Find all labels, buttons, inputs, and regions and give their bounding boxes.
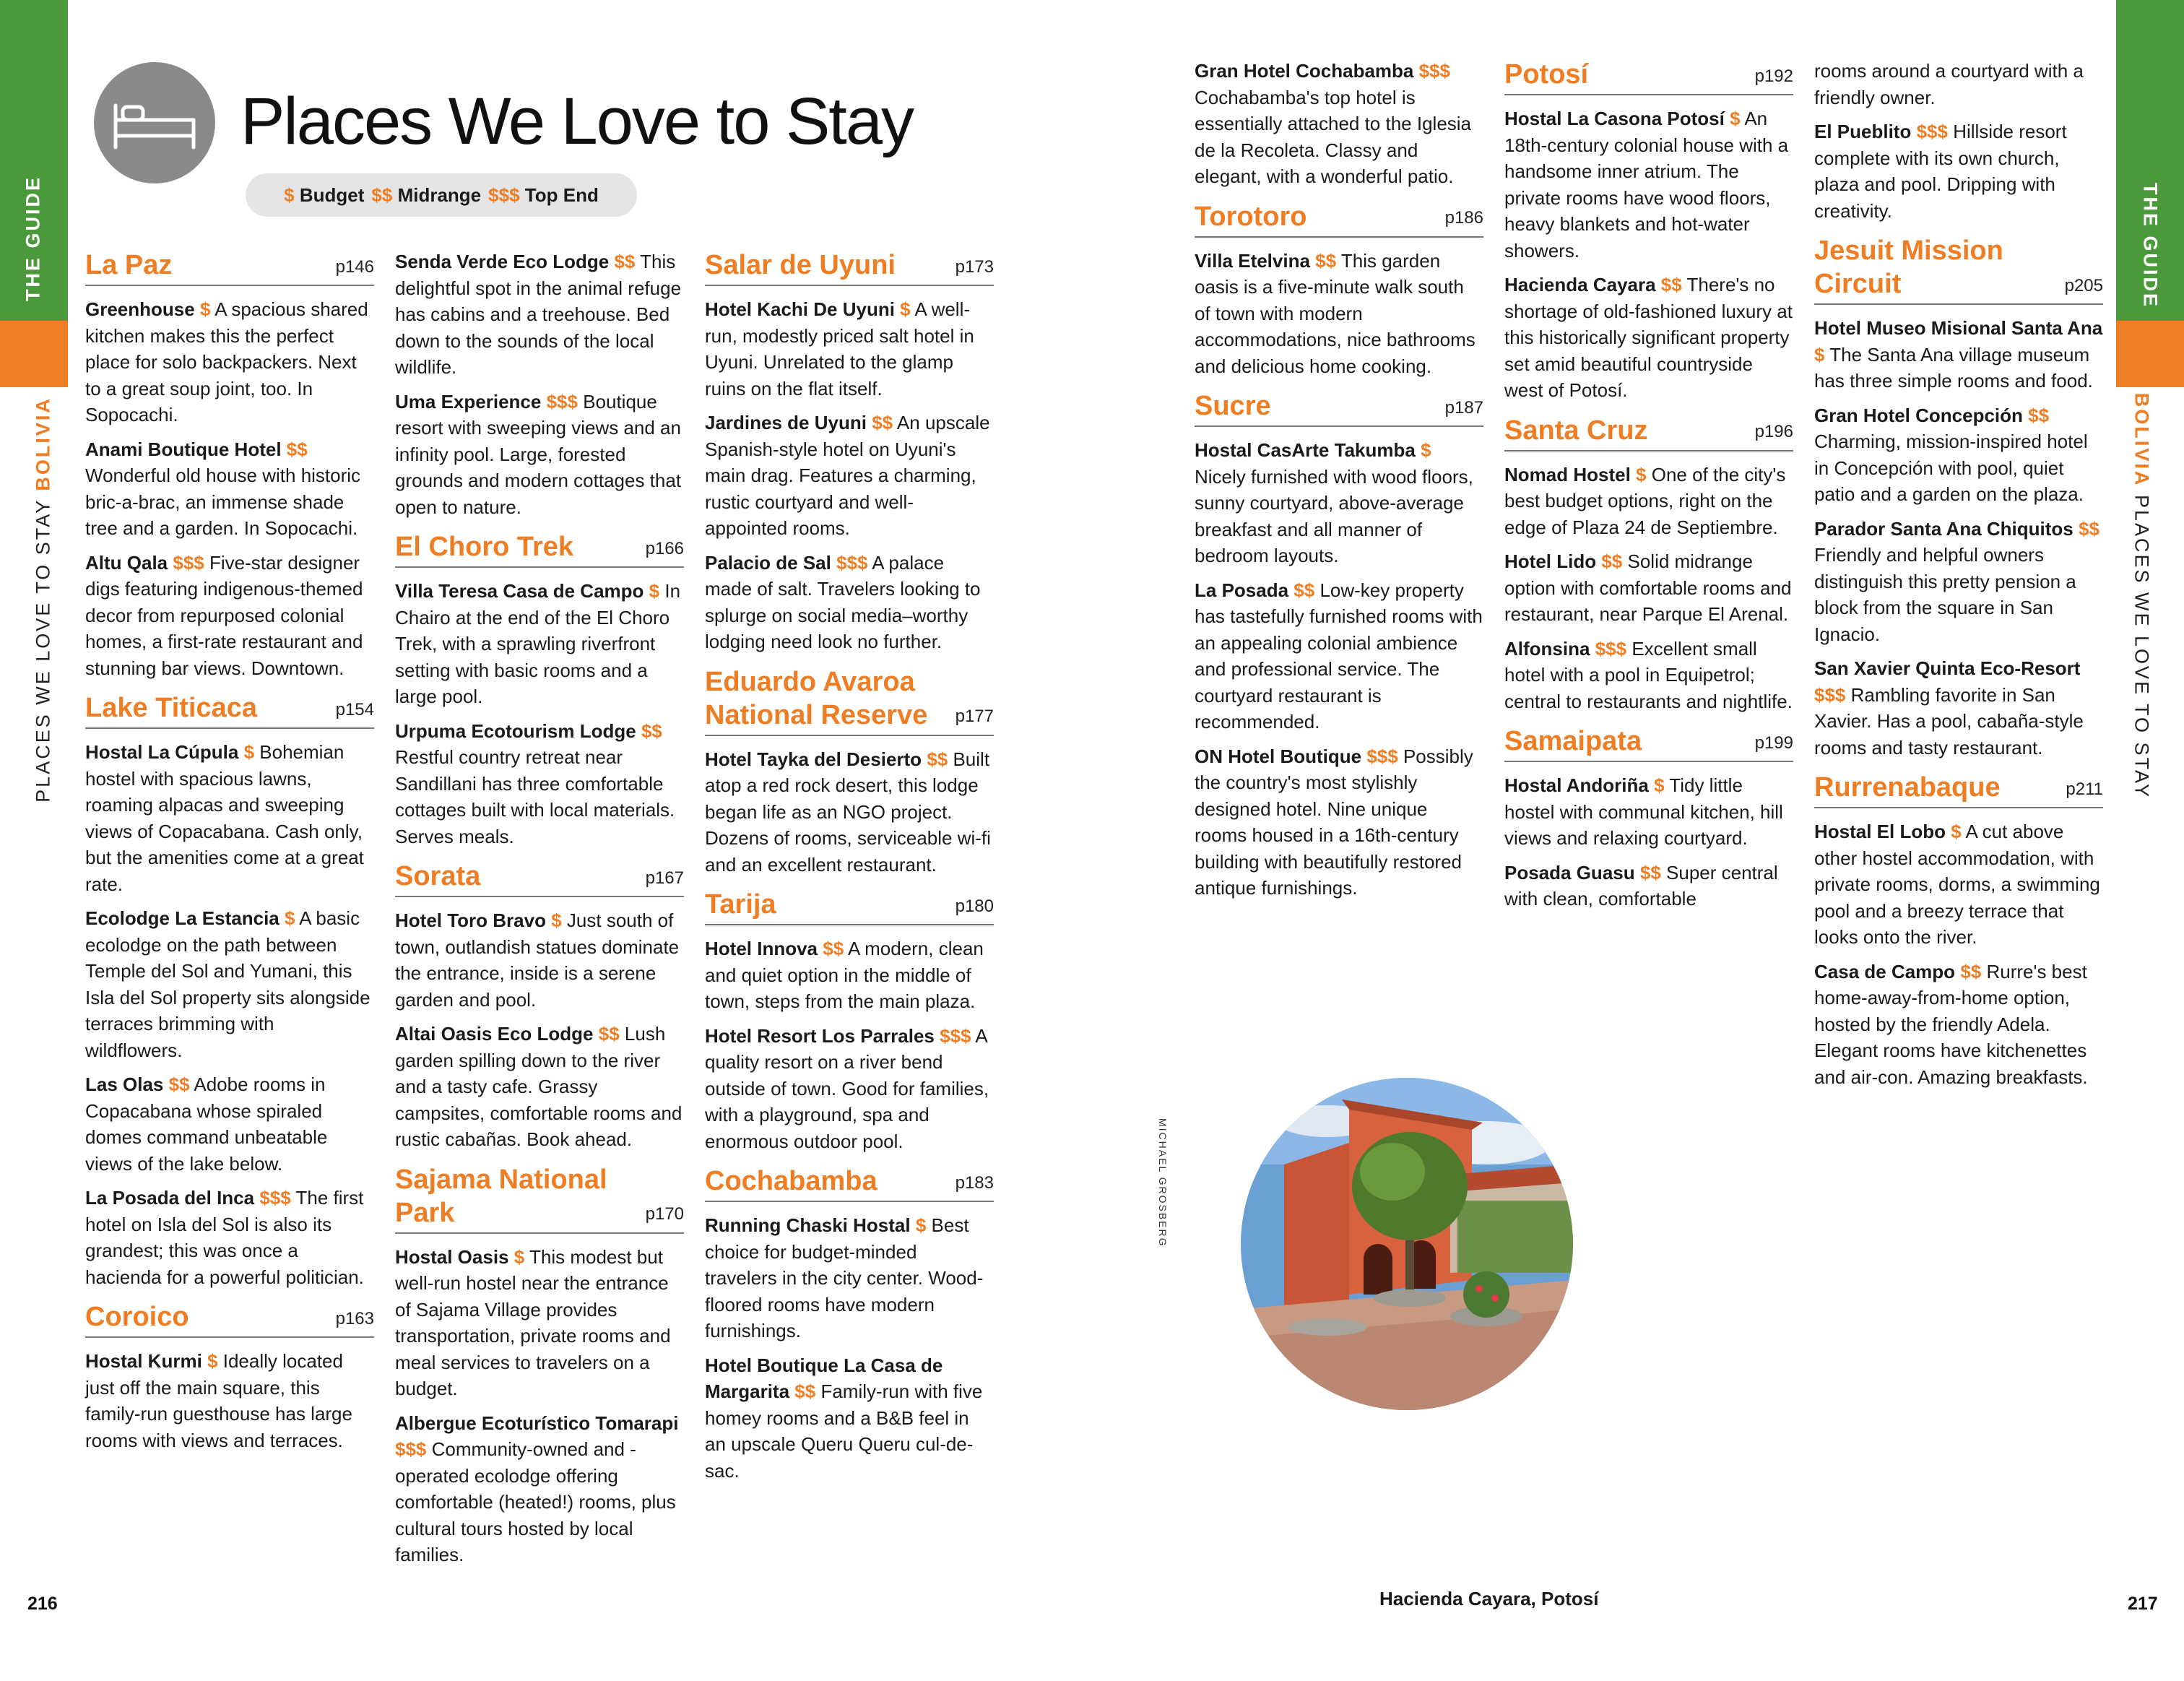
hotel-description: Five-star designer digs featuring indigenous-themed decor from repurposed colonial homes, a first-rate restaurant and stunning bar views. Downtown. xyxy=(85,551,363,679)
section-page-ref: p167 xyxy=(645,868,684,888)
hotel-description: There's no shortage of old-fashioned luxury at this historically significant property set amid beautiful countryside west of Potosí. xyxy=(1504,274,1793,401)
section-heading xyxy=(395,1163,684,1234)
hotel-entry xyxy=(85,739,374,897)
section-heading xyxy=(85,691,374,729)
hotel-description: Nicely furnished with wood floors, sunny courtyard, above-average breakfast and all manner of bedroom layouts. xyxy=(1195,465,1473,566)
left-side-label-accent: BOLIVIA xyxy=(32,397,54,491)
price-rating: $$ xyxy=(927,748,948,770)
section-heading xyxy=(1504,58,1793,95)
section-title: Coroico xyxy=(85,1302,189,1332)
price-rating: $$ xyxy=(614,251,636,272)
hotel-entry xyxy=(1195,248,1483,380)
hotel-entry xyxy=(395,907,684,1013)
hotel-entry xyxy=(705,1352,994,1485)
price-rating: $$$ xyxy=(940,1024,971,1047)
price-rating: $$ xyxy=(872,412,893,433)
hotel-entry xyxy=(395,578,684,710)
section-title: Samaipata xyxy=(1504,726,1642,756)
hotel-name: Hotel Toro Bravo xyxy=(395,909,546,931)
price-rating: $$$ xyxy=(259,1187,291,1209)
hotel-entry xyxy=(395,1244,684,1402)
hotel-entry xyxy=(1504,548,1793,628)
price-rating: $$ xyxy=(2028,404,2050,426)
hotel-name: Alfonsina xyxy=(1504,637,1590,660)
section-heading xyxy=(395,530,684,568)
hotel-description: Super central with clean, comfortable xyxy=(1504,861,1778,909)
hotel-name: Hostal Oasis xyxy=(395,1245,509,1268)
section-title: Santa Cruz xyxy=(1504,415,1648,446)
bed-icon xyxy=(94,62,215,183)
hotel-entry xyxy=(1195,743,1483,902)
hotel-entry xyxy=(85,296,374,428)
hotel-name: Hacienda Cayara xyxy=(1504,274,1656,295)
hotel-description: Best choice for budget-minded travelers in the city center. Wood-floored rooms have modern furnishings. xyxy=(705,1214,984,1341)
price-rating: $ xyxy=(649,580,660,602)
section-heading xyxy=(705,888,994,925)
section-title: Torotoro xyxy=(1195,201,1307,232)
price-rating: $$ xyxy=(1601,550,1623,572)
hotel-entry xyxy=(1504,105,1793,264)
hotel-name: Hotel Lido xyxy=(1504,550,1597,572)
text-column-2 xyxy=(395,249,684,1576)
hotel-name: Hotel Resort Los Parrales xyxy=(705,1024,935,1047)
price-rating: $ xyxy=(551,909,562,931)
hotel-name: Ecolodge La Estancia xyxy=(85,907,280,929)
hotel-entry xyxy=(1814,402,2103,508)
price-rating: $$ xyxy=(286,438,308,460)
text-column-1 xyxy=(85,249,374,1461)
hotel-name: Posada Guasu xyxy=(1504,861,1635,883)
section-page-ref: p196 xyxy=(1754,422,1793,441)
left-country-tab xyxy=(0,321,68,387)
hotel-name: Hotel Innova xyxy=(705,938,818,959)
hotel-name: Hotel Tayka del Desierto xyxy=(705,748,922,770)
hotel-name: El Pueblito xyxy=(1814,121,1912,142)
text-column-5 xyxy=(1504,58,1793,920)
section-page-ref: p211 xyxy=(2066,779,2103,799)
price-legend xyxy=(246,173,637,217)
hotel-description: An upscale Spanish-style hotel on Uyuni's main drag. Features a charming, rustic courtyard and well-appointed rooms. xyxy=(705,412,990,539)
hotel-description: A modern, clean and quiet option in the middle of town, steps from the main plaza. xyxy=(705,938,984,1012)
section-page-ref: p166 xyxy=(645,538,684,558)
section-heading xyxy=(1504,725,1793,762)
legend-budget-symbol: $ xyxy=(284,183,295,206)
hotel-entry xyxy=(1814,516,2103,648)
hotel-description: Rurre's best home-away-from-home option, hosted by the friendly Adela. Elegant rooms have kitchenettes and air-con. Amazing breakfasts. xyxy=(1814,960,2088,1088)
hotel-name: Parador Santa Ana Chiquitos xyxy=(1814,517,2074,540)
hotel-description: A palace made of salt. Travelers looking to splurge on social media–worthy lodging need look no further. xyxy=(705,551,981,652)
hotel-entry xyxy=(395,249,684,381)
hotel-entry xyxy=(705,550,994,655)
price-rating: $$ xyxy=(2079,517,2100,540)
hotel-description: Boutique resort with sweeping views and an infinity pool. Large, forested grounds and modern cottages that open to nature. xyxy=(395,390,682,518)
hotel-description: Lush garden spilling down to the river and a tasty cafe. Grassy campsites, comfortable rooms and rustic cabañas. Book ahead. xyxy=(395,1023,682,1150)
price-rating: $$$ xyxy=(836,551,868,574)
hotel-entry xyxy=(1814,315,2103,394)
hotel-entry xyxy=(395,389,684,521)
section-heading xyxy=(1814,771,2103,808)
hotel-entry xyxy=(85,550,374,682)
price-rating: $$ xyxy=(823,938,844,959)
price-rating: $ xyxy=(207,1350,218,1372)
price-rating: $$ xyxy=(1315,249,1337,272)
section-title: La Paz xyxy=(85,250,173,280)
section-page-ref: p183 xyxy=(955,1172,994,1193)
left-guide-tab-label: THE GUIDE xyxy=(22,175,44,302)
hotel-name: Hostal La Casona Potosí xyxy=(1504,108,1725,129)
hotel-description: Ideally located just off the main square, this family-run guesthouse has large rooms with views and terraces. xyxy=(85,1350,352,1451)
photo-caption: Hacienda Cayara, Potosí xyxy=(1379,1588,1599,1609)
hotel-name: Hostal CasArte Takumba xyxy=(1195,439,1416,461)
price-rating: $ xyxy=(1814,343,1825,366)
price-rating: $ xyxy=(199,298,211,320)
hotel-description: Community-owned and -operated ecolodge offering comfortable (heated!) rooms, plus cultural tours hosted by local families. xyxy=(395,1438,676,1565)
price-rating: $ xyxy=(1636,463,1647,485)
hotel-entry xyxy=(1504,272,1793,404)
hotel-entry xyxy=(85,436,374,542)
hotel-description: Restful country retreat near Sandillani has three comfortable cottages built with local materials. Serves meals. xyxy=(395,746,675,847)
price-rating: $$ xyxy=(1294,579,1315,601)
hotel-entry xyxy=(1814,118,2103,224)
left-side-label-main: PLACES WE LOVE TO STAY xyxy=(32,498,54,803)
hotel-name: Gran Hotel Concepción xyxy=(1814,404,2023,426)
price-rating: $$ xyxy=(1639,861,1661,883)
price-rating: $ xyxy=(900,298,911,320)
section-heading xyxy=(85,249,374,286)
hotel-entry xyxy=(705,296,994,402)
section-heading xyxy=(705,665,994,736)
section-title: Rurrenabaque xyxy=(1814,772,2001,803)
section-page-ref: p186 xyxy=(1444,208,1483,228)
hotel-name: Villa Teresa Casa de Campo xyxy=(395,580,644,602)
hotel-name: Hotel Kachi De Uyuni xyxy=(705,298,895,320)
hotel-entry xyxy=(1814,818,2103,951)
hotel-description: Bohemian hostel with spacious lawns, roaming alpacas and sweeping views of Copacabana. Cash only, but the amenities come at a great rate. xyxy=(85,741,364,895)
price-rating: $ xyxy=(284,907,295,929)
text-column-6 xyxy=(1814,58,2103,1098)
price-rating: $ xyxy=(1421,439,1431,461)
page-title: Places We Love to Stay xyxy=(240,85,914,158)
price-rating: $$$ xyxy=(1418,60,1451,82)
hotel-name: Hotel Museo Misional Santa Ana xyxy=(1814,317,2103,339)
legend-topend-label: Top End xyxy=(524,183,599,206)
price-rating: $ xyxy=(1730,108,1741,129)
hotel-name: Senda Verde Eco Lodge xyxy=(395,251,610,272)
photo-credit: MICHAEL GROSBERG xyxy=(1157,1118,1169,1248)
hotel-description: Low-key property has tastefully furnished rooms with an appealing colonial ambience and professional service. The courtyard restaurant is recommended. xyxy=(1195,579,1483,733)
section-heading xyxy=(1814,234,2103,305)
section-title: Eduardo Avaroa National Reserve xyxy=(705,666,928,730)
price-rating: $$$ xyxy=(395,1438,427,1460)
hotel-description: A spacious shared kitchen makes this the perfect place for solo backpackers. Next to a great soup joint, too. In Sopocachi. xyxy=(85,298,368,425)
section-title: Sorata xyxy=(395,861,481,891)
hotel-entry xyxy=(85,1071,374,1177)
left-side-label xyxy=(32,397,55,803)
right-side-label-accent: BOLIVIA xyxy=(2131,392,2153,488)
hotel-description: This garden oasis is a five-minute walk south of town with modern accommodations, nice bathrooms and delicious home cooking. xyxy=(1195,249,1476,377)
right-country-tab xyxy=(2116,321,2184,387)
section-title: Lake Titicaca xyxy=(85,693,258,723)
hotel-description: One of the city's best budget options, right on the edge of Plaza 24 de Septiembre. xyxy=(1504,463,1786,538)
section-page-ref: p154 xyxy=(335,699,374,719)
hotel-description: Just south of town, outlandish statues dominate the entrance, inside is a serene garden and pool. xyxy=(395,909,680,1011)
hotel-entry xyxy=(1504,772,1793,852)
hotel-name: Palacio de Sal xyxy=(705,551,831,574)
hotel-name: Hostal El Lobo xyxy=(1814,821,1946,842)
hotel-entry xyxy=(85,1185,374,1290)
section-page-ref: p170 xyxy=(645,1204,684,1224)
price-rating: $$ xyxy=(794,1380,816,1402)
hotel-description: Excellent small hotel with a pool in Equipetrol; central to restaurants and nightlife. xyxy=(1504,637,1793,712)
price-rating: $$ xyxy=(1960,960,1982,982)
section-heading xyxy=(1195,389,1483,427)
price-rating: $$$ xyxy=(1366,745,1398,767)
hotel-description: Friendly and helpful owners distinguish this pretty pension a block from the square in San Ignacio. xyxy=(1814,544,2076,645)
hotel-name: La Posada del Inca xyxy=(85,1187,255,1209)
hotel-entry xyxy=(1504,636,1793,715)
hotel-description: A well-run, modestly priced salt hotel in Uyuni. Unrelated to the glamp ruins on the flat itself. xyxy=(705,298,974,399)
hotel-name: Albergue Ecoturístico Tomarapi xyxy=(395,1412,679,1434)
hotel-entry xyxy=(705,935,994,1015)
hotel-name: San Xavier Quinta Eco-Resort xyxy=(1814,657,2081,679)
legend-topend-symbol: $$$ xyxy=(488,183,520,206)
section-title: Tarija xyxy=(705,889,776,920)
hotel-entry xyxy=(1195,437,1483,569)
hotel-description: Possibly the country's most stylishly designed hotel. Nine unique rooms housed in a 16th-century building with beautifully restored antique furnishings. xyxy=(1195,745,1473,899)
price-rating: $$$ xyxy=(1595,637,1627,660)
section-heading xyxy=(705,249,994,286)
section-page-ref: p173 xyxy=(955,256,994,277)
text-column-4 xyxy=(1195,58,1483,909)
price-rating: $ xyxy=(1951,821,1962,842)
section-title: El Choro Trek xyxy=(395,532,574,562)
section-title: Sajama National Park xyxy=(395,1164,607,1228)
right-side-label xyxy=(2131,393,2153,799)
hotel-name: Running Chaski Hostal xyxy=(705,1214,911,1236)
hotel-name: Hostal Andoriña xyxy=(1504,774,1649,796)
section-page-ref: p187 xyxy=(1444,397,1483,418)
legend-budget-label: Budget xyxy=(299,183,365,206)
price-rating: $$ xyxy=(641,719,662,742)
hotel-name: Villa Etelvina xyxy=(1195,249,1310,272)
hotel-description: A cut above other hostel accommodation, with private rooms, dorms, a swimming pool and a breezy terrace that looks onto the river. xyxy=(1814,821,2100,948)
hotel-entry xyxy=(705,746,994,878)
section-heading xyxy=(395,860,684,897)
price-rating: $$ xyxy=(168,1073,190,1095)
price-rating: $ xyxy=(514,1245,525,1268)
hotel-entry xyxy=(705,410,994,542)
section-title: Potosí xyxy=(1504,59,1589,90)
hotel-entry xyxy=(1504,462,1793,541)
section-page-ref: p192 xyxy=(1754,66,1793,86)
hotel-entry xyxy=(395,1021,684,1153)
section-page-ref: p177 xyxy=(955,706,994,726)
hotel-name: Anami Boutique Hotel xyxy=(85,438,282,460)
hotel-name: Hotel Boutique La Casa de Margarita xyxy=(705,1354,943,1402)
hotel-entry xyxy=(1814,959,2103,1091)
price-rating: $ xyxy=(243,741,255,763)
hotel-description: A quality resort on a river bend outside of town. Good for families, with a playground, spa and enormous outdoor pool. xyxy=(705,1024,989,1152)
section-title: Cochabamba xyxy=(705,1166,878,1196)
hotel-name: Hostal Kurmi xyxy=(85,1350,202,1372)
hotel-description: Solid midrange option with comfortable rooms and restaurant, near Parque El Arenal. xyxy=(1504,550,1792,625)
section-heading xyxy=(1195,200,1483,238)
hotel-name: Casa de Campo xyxy=(1814,960,1956,982)
hotel-description: This delightful spot in the animal refuge has cabins and a treehouse. Bed down to the sounds of the local wildlife. xyxy=(395,251,682,378)
hotel-name: Urpuma Ecotourism Lodge xyxy=(395,719,636,742)
price-rating: $ xyxy=(1654,774,1665,796)
hotel-description: Hillside resort complete with its own church, plaza and pool. Dripping with creativity. xyxy=(1814,121,2067,222)
right-guide-tab-label: THE GUIDE xyxy=(2139,182,2162,309)
hotel-name: La Posada xyxy=(1195,579,1289,601)
section-title: Jesuit Mission Circuit xyxy=(1814,235,2003,299)
hotel-entry xyxy=(1504,860,1793,912)
section-title: Sucre xyxy=(1195,391,1271,421)
left-page-number: 216 xyxy=(27,1594,58,1614)
price-rating: $$$ xyxy=(173,551,204,574)
hotel-description: Family-run with five homey rooms and a B&B feel in an upscale Queru Queru cul-de-sac. xyxy=(705,1380,983,1482)
hacienda-photo xyxy=(1241,1078,1573,1410)
hotel-name: Altai Oasis Eco Lodge xyxy=(395,1023,594,1045)
legend-midrange-symbol: $$ xyxy=(371,183,393,206)
price-rating: $$ xyxy=(598,1023,620,1045)
price-rating: $$$ xyxy=(1814,683,1846,706)
hotel-entry xyxy=(85,1348,374,1453)
hotel-description: Rambling favorite in San Xavier. Has a pool, cabaña-style rooms and tasty restaurant. xyxy=(1814,683,2084,759)
price-rating: $$ xyxy=(1660,274,1682,295)
price-rating: $ xyxy=(915,1214,927,1236)
hotel-description: Charming, mission-inspired hotel in Concepción with pool, quiet patio and a garden on the plaza. xyxy=(1814,431,2088,505)
hotel-entry xyxy=(1195,58,1483,190)
hotel-name: Uma Experience xyxy=(395,390,542,412)
hotel-description: Wonderful old house with historic bric-a-brac, an immense shade tree and a garden. In Sopocachi. xyxy=(85,464,361,539)
hotel-name: Gran Hotel Cochabamba xyxy=(1195,60,1414,82)
hotel-entry xyxy=(1814,655,2103,761)
section-page-ref: p163 xyxy=(335,1308,374,1328)
hotel-name: Hostal La Cúpula xyxy=(85,741,239,763)
section-page-ref: p180 xyxy=(955,896,994,916)
hotel-description: The first hotel on Isla del Sol is also its grandest; this was once a hacienda for a powerful politician. xyxy=(85,1187,364,1288)
hotel-description: In Chairo at the end of the El Choro Trek, with a sprawling riverfront setting with basic rooms and a large pool. xyxy=(395,580,681,707)
right-page-number: 217 xyxy=(2128,1594,2158,1614)
hotel-entry xyxy=(395,1410,684,1568)
continued-text: rooms around a courtyard with a friendly owner. xyxy=(1814,60,2084,108)
hotel-name: Las Olas xyxy=(85,1073,164,1095)
hotel-entry xyxy=(705,1212,994,1344)
section-heading xyxy=(1504,414,1793,451)
hotel-description: This modest but well-run hostel near the entrance of Sajama Village provides transportation, private rooms and meal services to travelers on a budget. xyxy=(395,1245,671,1399)
hotel-description: An 18th-century colonial house with a handsome inner atrium. The private rooms have wood floors, heavy blankets and hot-water showers. xyxy=(1504,108,1789,262)
price-rating: $$$ xyxy=(546,390,578,412)
hotel-name: Greenhouse xyxy=(85,298,195,320)
hotel-description: Tidy little hostel with communal kitchen, hill views and relaxing courtyard. xyxy=(1504,774,1783,849)
price-rating: $$$ xyxy=(1916,121,1948,142)
hotel-name: Altu Qala xyxy=(85,551,168,574)
hotel-entry xyxy=(1195,577,1483,735)
text-column-3 xyxy=(705,249,994,1492)
hotel-name: Nomad Hostel xyxy=(1504,463,1631,485)
hotel-name: ON Hotel Boutique xyxy=(1195,745,1362,767)
hotel-description: Built atop a red rock desert, this lodge began life as an NGO project. Dozens of rooms, serviceable wi-fi and an excellent restaurant. xyxy=(705,748,991,876)
hotel-entry xyxy=(85,905,374,1063)
hotel-description: Cochabamba's top hotel is essentially attached to the Iglesia de la Recoleta. Classy and elegant, with a wonderful patio. xyxy=(1195,86,1472,187)
legend-midrange-label: Midrange xyxy=(397,183,482,206)
section-title: Salar de Uyuni xyxy=(705,250,896,280)
hotel-description: The Santa Ana village museum has three simple rooms and food. xyxy=(1814,343,2093,392)
section-heading xyxy=(85,1300,374,1338)
hotel-name: Jardines de Uyuni xyxy=(705,412,867,433)
hotel-entry xyxy=(705,1023,994,1155)
section-page-ref: p199 xyxy=(1754,733,1793,753)
right-side-label-main: PLACES WE LOVE TO STAY xyxy=(2131,494,2153,800)
section-page-ref: p205 xyxy=(2064,275,2103,295)
hotel-description: Adobe rooms in Copacabana whose spiraled domes command unbeatable views of the lake below. xyxy=(85,1073,328,1175)
section-page-ref: p146 xyxy=(335,256,374,277)
hotel-entry xyxy=(395,718,684,850)
hotel-description: A basic ecolodge on the path between Temple del Sol and Yumani, this Isla del Sol property sits alongside terraces brimming with wildflowers. xyxy=(85,907,370,1061)
section-heading xyxy=(705,1164,994,1202)
